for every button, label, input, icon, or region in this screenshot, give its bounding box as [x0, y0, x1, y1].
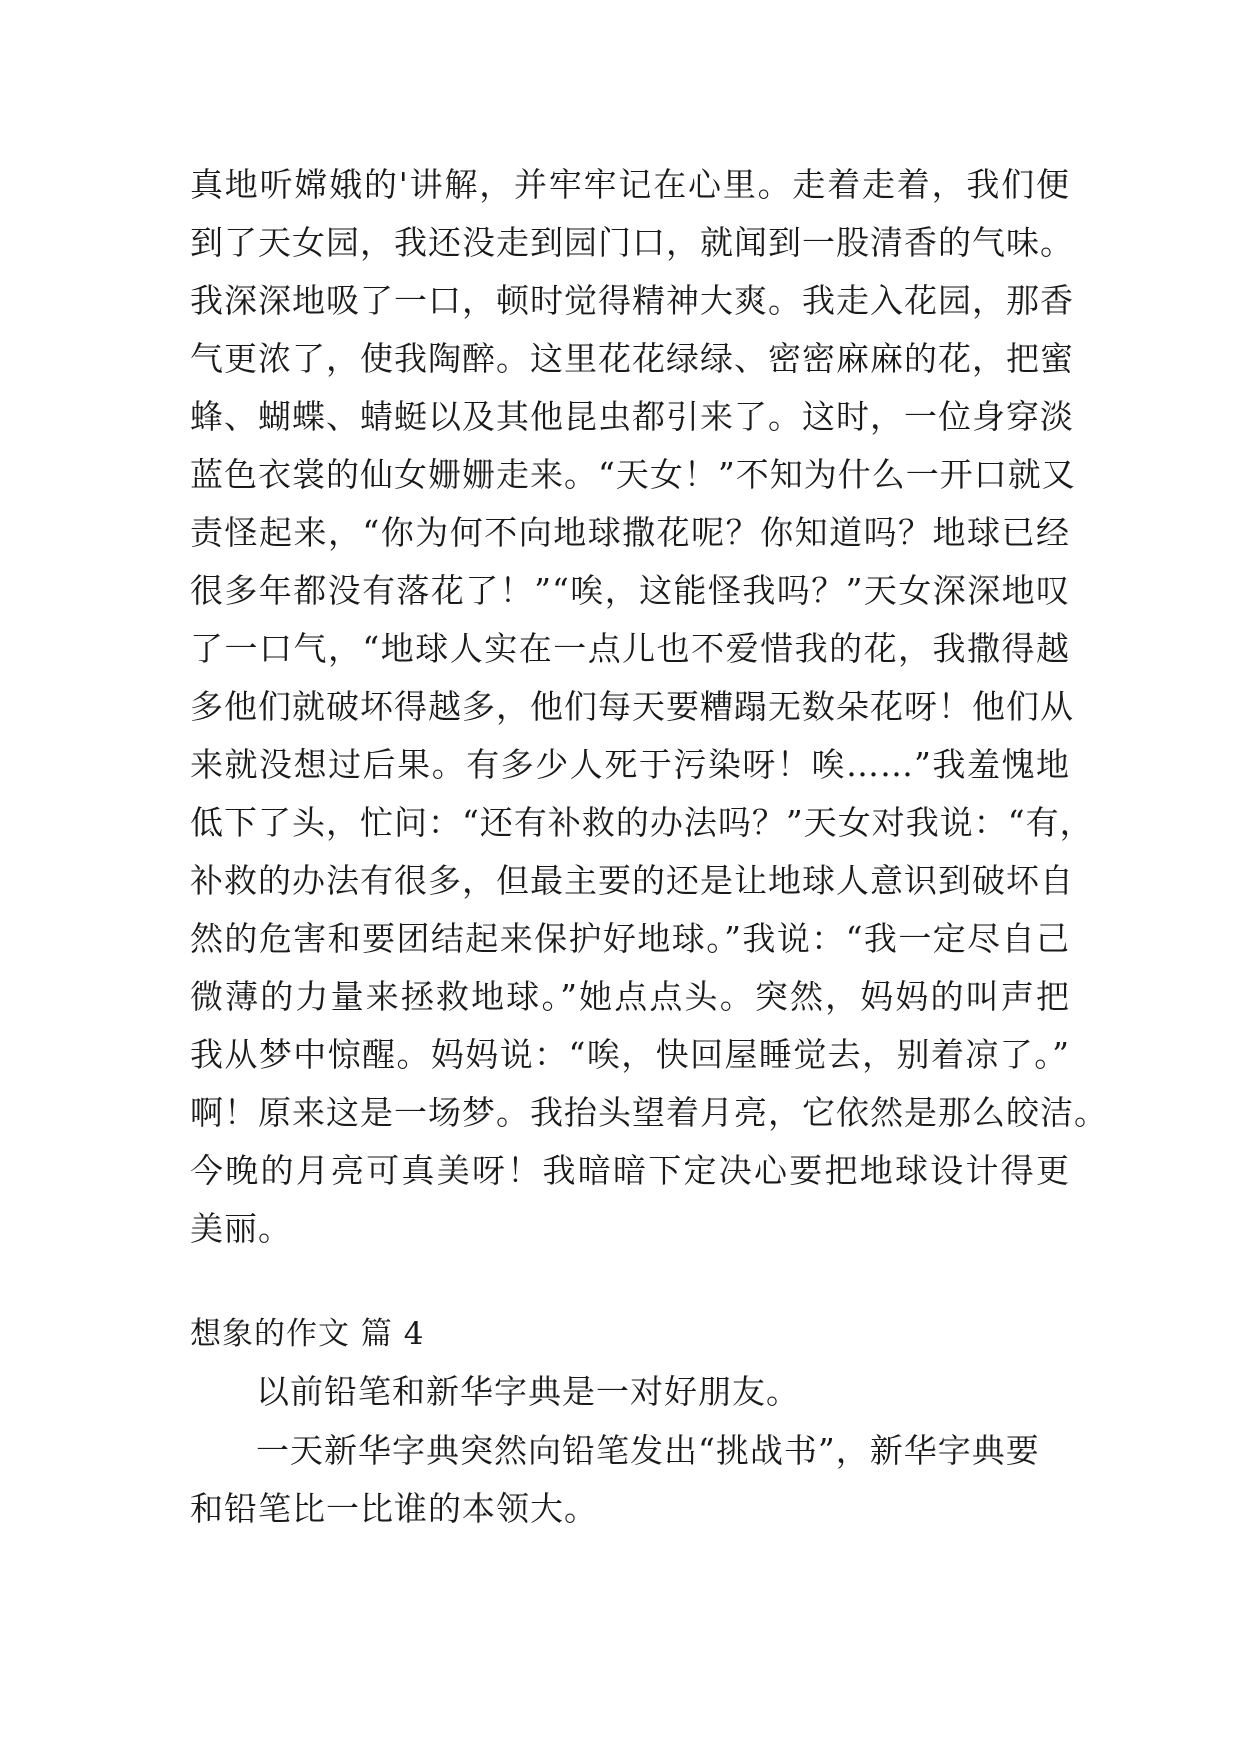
paragraph-line: 到了天女园，我还没走到园门口，就闻到一股清香的气味。	[190, 223, 1074, 262]
paragraph-line: 啊！原来这是一场梦。我抬头望着月亮，它依然是那么皎洁。	[190, 1093, 1108, 1132]
section-title: 想象的作文 篇 4	[190, 1316, 425, 1352]
paragraph-line: 我深深地吸了一口，顿时觉得精神大爽。我走入花园，那香	[190, 281, 1074, 320]
paragraph-line: 气更浓了，使我陶醉。这里花花绿绿、密密麻麻的花，把蜜	[190, 339, 1074, 378]
paragraph-line: 低下了头，忙问：“还有补救的办法吗？”天女对我说：“有，	[190, 803, 1094, 842]
paragraph-line: 和铅笔比一比谁的本领大。	[190, 1489, 598, 1528]
paragraph-line: 了一口气，“地球人实在一点儿也不爱惜我的花，我撒得越	[190, 629, 1070, 668]
section-paragraph-2	[190, 1422, 1046, 1538]
paragraph-line: 很多年都没有落花了！”“唉，这能怪我吗？”天女深深地叹	[190, 571, 1070, 610]
paragraph-line: 然的危害和要团结起来保护好地球。”我说：“我一定尽自己	[190, 919, 1070, 958]
paragraph-line: 今晚的月亮可真美呀！我暗暗下定决心要把地球设计得更	[190, 1151, 1070, 1190]
essay-body-paragraph	[190, 156, 1108, 1258]
paragraph-line: 以前铅笔和新华字典是一对好朋友。	[256, 1372, 800, 1411]
paragraph-line: 多他们就破坏得越多，他们每天要糟蹋无数朵花呀！他们从	[190, 687, 1074, 726]
paragraph-line: 补救的办法有很多，但最主要的还是让地球人意识到破坏自	[190, 861, 1074, 900]
paragraph-line: 来就没想过后果。有多少人死于污染呀！唉……”我羞愧地	[190, 745, 1070, 784]
paragraph-line: 一天新华字典突然向铅笔发出“挑战书”，新华字典要	[256, 1431, 1040, 1470]
section-paragraph-1	[190, 1363, 1046, 1421]
paragraph-line: 美丽。	[190, 1209, 292, 1248]
paragraph-line: 我从梦中惊醒。妈妈说：“唉，快回屋睡觉去，别着凉了。”	[190, 1035, 1070, 1074]
paragraph-line: 蓝色衣裳的仙女姗姗走来。“天女！”不知为什么一开口就又	[190, 455, 1076, 494]
paragraph-line: 真地听嫦娥的'讲解，并牢牢记在心里。走着走着，我们便	[190, 165, 1070, 204]
paragraph-line: 微薄的力量来拯救地球。”她点点头。突然，妈妈的叫声把	[190, 977, 1070, 1016]
paragraph-line: 责怪起来，“你为何不向地球撒花呢？你知道吗？地球已经	[190, 513, 1070, 552]
paragraph-line: 蜂、蝴蝶、蜻蜓以及其他昆虫都引来了。这时，一位身穿淡	[190, 397, 1074, 436]
